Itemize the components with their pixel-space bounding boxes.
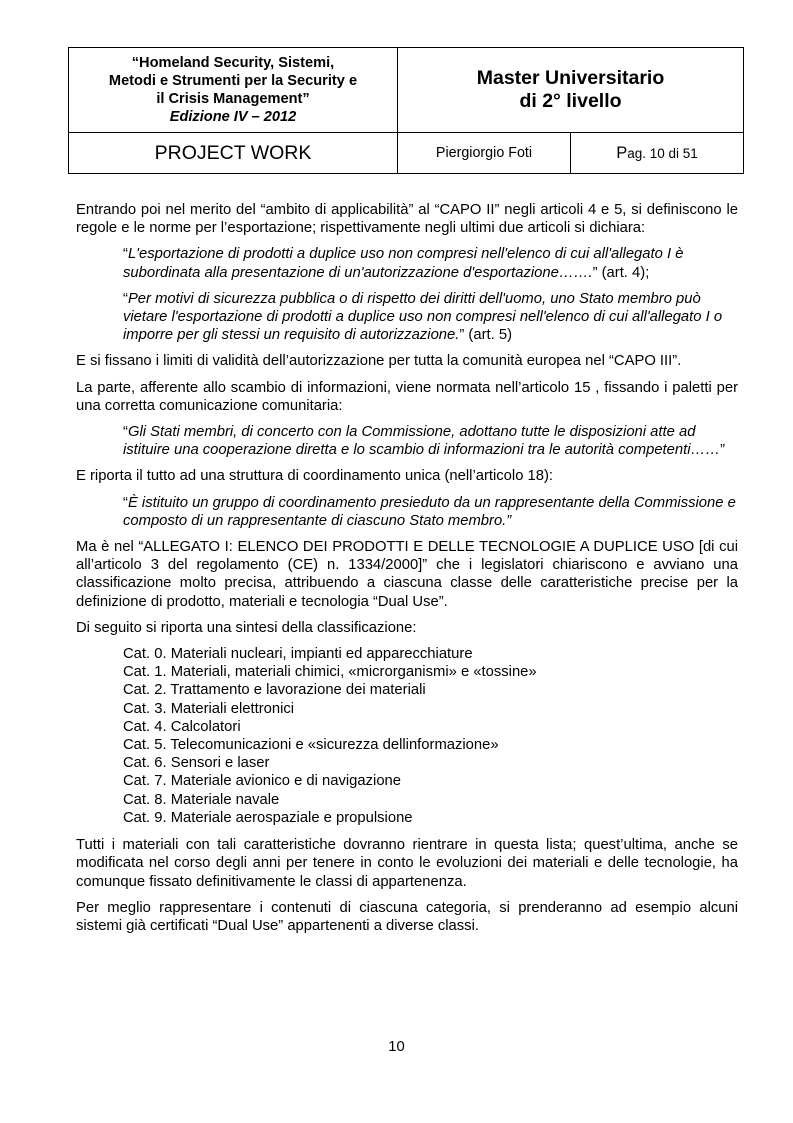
course-title-cell [69, 48, 398, 133]
list-item: Cat. 8. Materiale navale [123, 791, 280, 808]
paragraph-6: Di seguito si riporta una sintesi della classificazione: [76, 619, 417, 636]
list-item: Cat. 1. Materiali, materiali chimici, «microrganismi» e «tossine» [123, 664, 537, 681]
paragraph-3: La parte, afferente allo scambio di informazioni, viene normata nell’articolo 15 , fissando i paletti per una corretta comunicazione comunitaria: [76, 379, 738, 414]
quote-open-mark: “ [123, 494, 128, 511]
quote-art-4 [123, 245, 738, 281]
quote-art-5-text: Per motivi di sicurezza pubblica o di rispetto dei diritti dell'uomo, uno Stato membro può vietare l'esportazione di prodotti a duplice uso non compresi nell'elenco di cui all'allegato I o imporre per gli stessi un requisito di autorizzazione. [123, 290, 723, 344]
document-body [76, 201, 738, 943]
quote-close-mark: ” [720, 442, 726, 459]
quote-art-4-ref: ” (art. 4); [592, 264, 650, 281]
list-item: Cat. 2. Trattamento e lavorazione dei materiali [123, 682, 426, 699]
quote-art-18 [123, 494, 738, 530]
list-item: Cat. 3. Materiali elettronici [123, 700, 295, 717]
quote-art-15 [123, 423, 738, 459]
course-title-line2: Metodi e Strumenti per la Security e [108, 73, 358, 89]
paragraph-4: E riporta il tutto ad una struttura di coordinamento unica (nell’articolo 18): [76, 468, 554, 485]
list-item: Cat. 9. Materiale aerospaziale e propulsione [123, 809, 413, 826]
quote-art-4-text: L'esportazione di prodotti a duplice uso non compresi nell'elenco di cui all'allegato I è subordinata alla presentazione di un'autorizzazione d'esportazione……. [123, 246, 684, 281]
paragraph-7: Tutti i materiali con tali caratteristiche dovranno rientrare in questa lista; quest’ultima, anche se modificata nel corso degli anni per tenere in conto le evoluzioni dei materiali e delle tecnologie, ha comunque fissato definitivamente le classi di appartenenza. [76, 837, 738, 890]
quote-art-5 [123, 290, 738, 345]
paragraph-8: Per meglio rappresentare i contenuti di ciascuna categoria, si prenderanno ad esempio alcuni sistemi già certificati “Dual Use” appartenenti a diverse classi. [76, 899, 738, 934]
course-title-line1: “Homeland Security, Sistemi, [131, 55, 335, 71]
edition-label: Edizione IV – 2012 [169, 109, 297, 125]
quote-art-18-text: È istituito un gruppo di coordinamento presieduto da un rappresentante della Commissione e composto di un rappresentante di ciascuno Stato membro.” [123, 494, 736, 529]
page-indicator [571, 133, 744, 174]
page-number: 10 [388, 1039, 405, 1055]
master-cell [398, 48, 744, 133]
course-title-line3: il Crisis Management” [156, 91, 310, 107]
quote-art-15-text: Gli Stati membri, di concerto con la Commissione, adottano tutte le disposizioni atte ad istituire una cooperazione diretta e lo scambio di informazioni tra le autorità competenti…… [123, 424, 721, 459]
quote-open-mark: “ [123, 246, 128, 263]
category-list [76, 645, 738, 827]
paragraph-1: Entrando poi nel merito del “ambito di applicabilità” al “CAPO II” negli articoli 4 e 5, si definiscono le regole e le norme per l’esportazione; rispettivamente negli ultimi due articoli si dichiara: [76, 202, 738, 237]
list-item: Cat. 0. Materiali nucleari, impianti ed apparecchiature [123, 646, 473, 663]
list-item: Cat. 5. Telecomunicazioni e «sicurezza dellinformazione» [123, 737, 499, 754]
project-work-label: PROJECT WORK [69, 133, 398, 174]
author-name: Piergiorgio Foti [398, 133, 571, 174]
quote-open-mark: “ [123, 424, 128, 441]
master-line2: di 2° livello [519, 90, 622, 112]
list-item: Cat. 7. Materiale avionico e di navigazione [123, 773, 402, 790]
master-line1: Master Universitario [476, 67, 665, 89]
paragraph-5: Ma è nel “ALLEGATO I: ELENCO DEI PRODOTTI E DELLE TECNOLOGIE A DUPLICE USO [di cui all’articolo 3 del regolamento (CE) n. 1334/2000]” che i legislatori chiariscono e avviano una classificazione molto precisa, attribuendo a ciascuna classe delle caratteristiche precise per la definizione di prodotto, materiali e tecnologia “Dual Use”. [76, 539, 738, 610]
page-indicator-text: ag. 10 di 51 [627, 145, 698, 161]
quote-art-5-ref: ” (art. 5) [459, 327, 513, 344]
paragraph-2: E si fissano i limiti di validità dell’autorizzazione per tutta la comunità europea nel “CAPO III”. [76, 353, 682, 370]
quote-open-mark: “ [123, 290, 128, 307]
list-item: Cat. 6. Sensori e laser [123, 755, 270, 772]
header-table [68, 47, 744, 174]
list-item: Cat. 4. Calcolatori [123, 718, 241, 735]
page-indicator-initial: P [616, 143, 628, 162]
